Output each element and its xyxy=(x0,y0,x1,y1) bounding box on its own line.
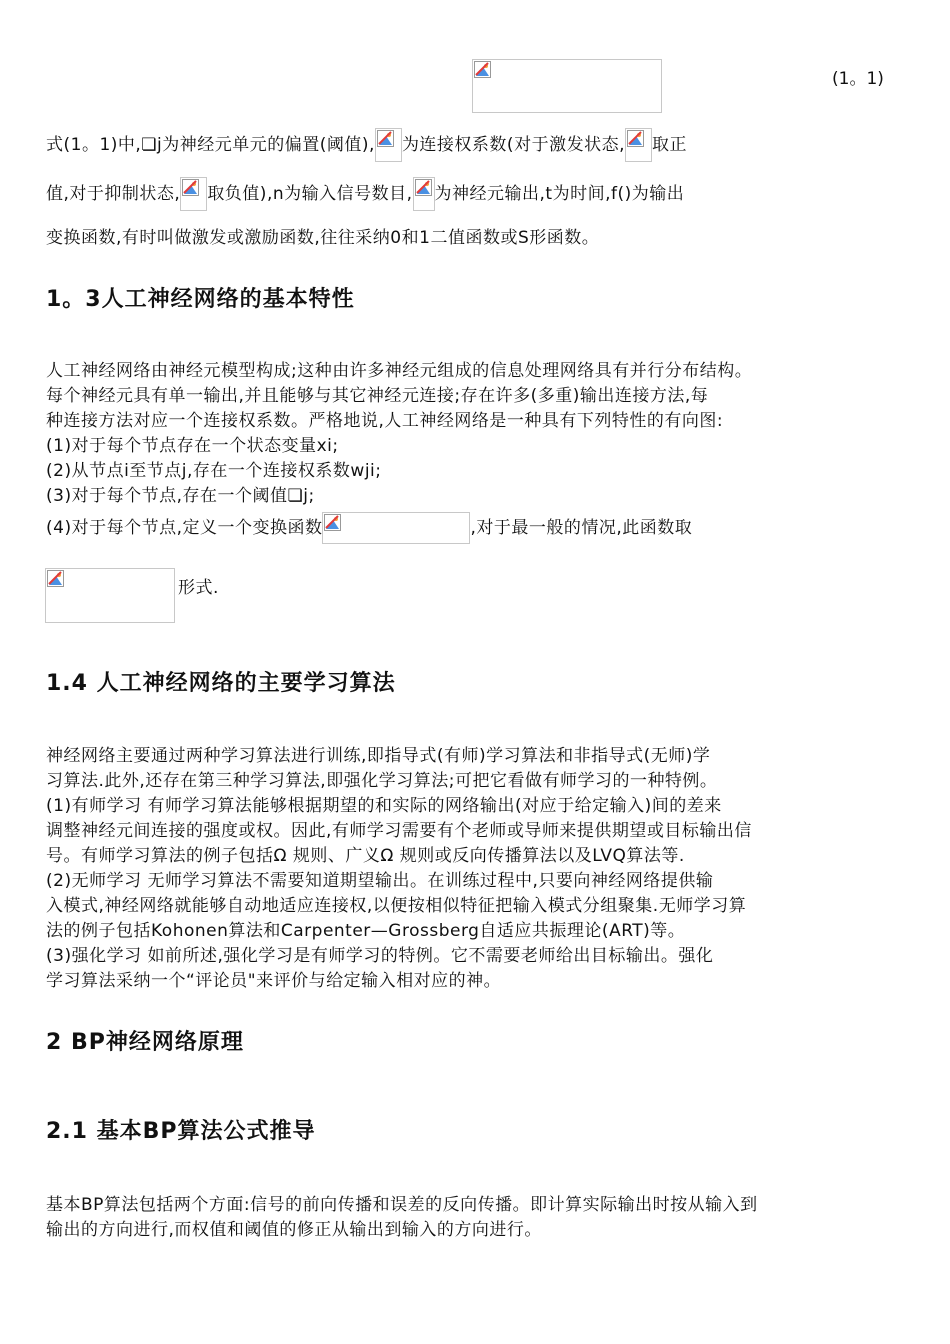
para3-line9: (3)强化学习 如前所述,强化学习是有师学习的特例。它不需要老师给出目标输出。强化 xyxy=(46,946,714,966)
para2-line6: (3)对于每个节点,存在一个阈值❏j; xyxy=(46,486,315,506)
heading-2: 2 BP神经网络原理 xyxy=(46,1030,244,1055)
text: 值,对于抑制状态, xyxy=(46,184,181,204)
para2-line2: 每个神经元具有单一输出,并且能够与其它神经元连接;存在许多(多重)输出连接方法,每 xyxy=(46,386,709,406)
para3-line8: 法的例子包括Kohonen算法和Carpenter—Grossberg自适应共振理论(ART)等。 xyxy=(46,921,686,941)
para3-line4: 调整神经元间连接的强度或权。因此,有师学习需要有个老师或导师来提供期望或目标输出信 xyxy=(46,821,752,841)
text: 为神经元输出,t为时间,f()为输出 xyxy=(434,184,685,204)
negative-image xyxy=(180,177,207,211)
para1-line2 xyxy=(46,177,904,211)
form-text: 形式. xyxy=(178,578,219,598)
para3-line5: 号。有师学习算法的例子包括Ω 规则、广义Ω 规则或反向传播算法以及LVQ算法等. xyxy=(46,846,685,866)
broken-image-icon xyxy=(627,130,644,147)
broken-image-icon xyxy=(415,179,432,196)
para3-line3: (1)有师学习 有师学习算法能够根据期望的和实际的网络输出(对应于给定输入)间的差来 xyxy=(46,796,722,816)
para3-line1: 神经网络主要通过两种学习算法进行训练,即指导式(有师)学习算法和非指导式(无师)学 xyxy=(46,746,711,766)
para3-line7: 入模式,神经网络就能够自动地适应连接权,以便按相似特征把输入模式分组聚集.无师学习算 xyxy=(46,896,747,916)
text: 取正 xyxy=(651,135,687,155)
para2-line3: 种连接方法对应一个连接权系数。严格地说,人工神经网络是一种具有下列特性的有向图: xyxy=(46,411,724,431)
para2-line5: (2)从节点i至节点j,存在一个连接权系数wji; xyxy=(46,461,382,481)
heading-1-4: 1.4 人工神经网络的主要学习算法 xyxy=(46,671,396,696)
para4-line2: 输出的方向进行,而权值和阈值的修正从输出到输入的方向进行。 xyxy=(46,1220,542,1240)
para2-line7 xyxy=(46,512,904,544)
text: (4)对于每个节点,定义一个变换函数 xyxy=(46,518,323,538)
para3-line6: (2)无师学习 无师学习算法不需要知道期望输出。在训练过程中,只要向神经网络提供输 xyxy=(46,871,714,891)
para2-line1: 人工神经网络由神经元模型构成;这种由许多神经元组成的信息处理网络具有并行分布结构。 xyxy=(46,361,753,381)
text: ,对于最一般的情况,此函数取 xyxy=(470,518,693,538)
text: 为连接权系数(对于激发状态, xyxy=(401,135,625,155)
equation-image xyxy=(472,59,662,113)
weight-image xyxy=(375,128,402,162)
para1-line1 xyxy=(46,128,904,162)
broken-image-icon xyxy=(474,61,491,78)
broken-image-icon xyxy=(182,179,199,196)
para1-line3: 变换函数,有时叫做激发或激励函数,往往采纳0和1二值函数或S形函数。 xyxy=(46,228,600,248)
para4-line1: 基本BP算法包括两个方面:信号的前向传播和误差的反向传播。即计算实际输出时按从输入到 xyxy=(46,1195,758,1215)
broken-image-icon xyxy=(377,130,394,147)
para3-line10: 学习算法采纳一个“评论员"来评价与给定输入相对应的神。 xyxy=(46,971,502,991)
output-image xyxy=(413,177,435,211)
heading-2-1: 2.1 基本BP算法公式推导 xyxy=(46,1119,316,1144)
para3-line2: 习算法.此外,还存在第三种学习算法,即强化学习算法;可把它看做有师学习的一种特例。 xyxy=(46,771,718,791)
broken-image-icon xyxy=(324,514,341,531)
transfer-function-image xyxy=(322,512,470,544)
para2-line4: (1)对于每个节点存在一个状态变量xi; xyxy=(46,436,339,456)
text: 式(1。1)中,❏j为神经元单元的偏置(阈值), xyxy=(46,135,375,155)
heading-1-3: 1。3人工神经网络的基本特性 xyxy=(46,287,355,312)
broken-image-icon xyxy=(47,570,64,587)
equation-label: (1。1) xyxy=(832,69,884,89)
text: 取负值),n为输入信号数目, xyxy=(207,184,413,204)
function-form-image xyxy=(45,568,175,623)
positive-image xyxy=(625,128,652,162)
